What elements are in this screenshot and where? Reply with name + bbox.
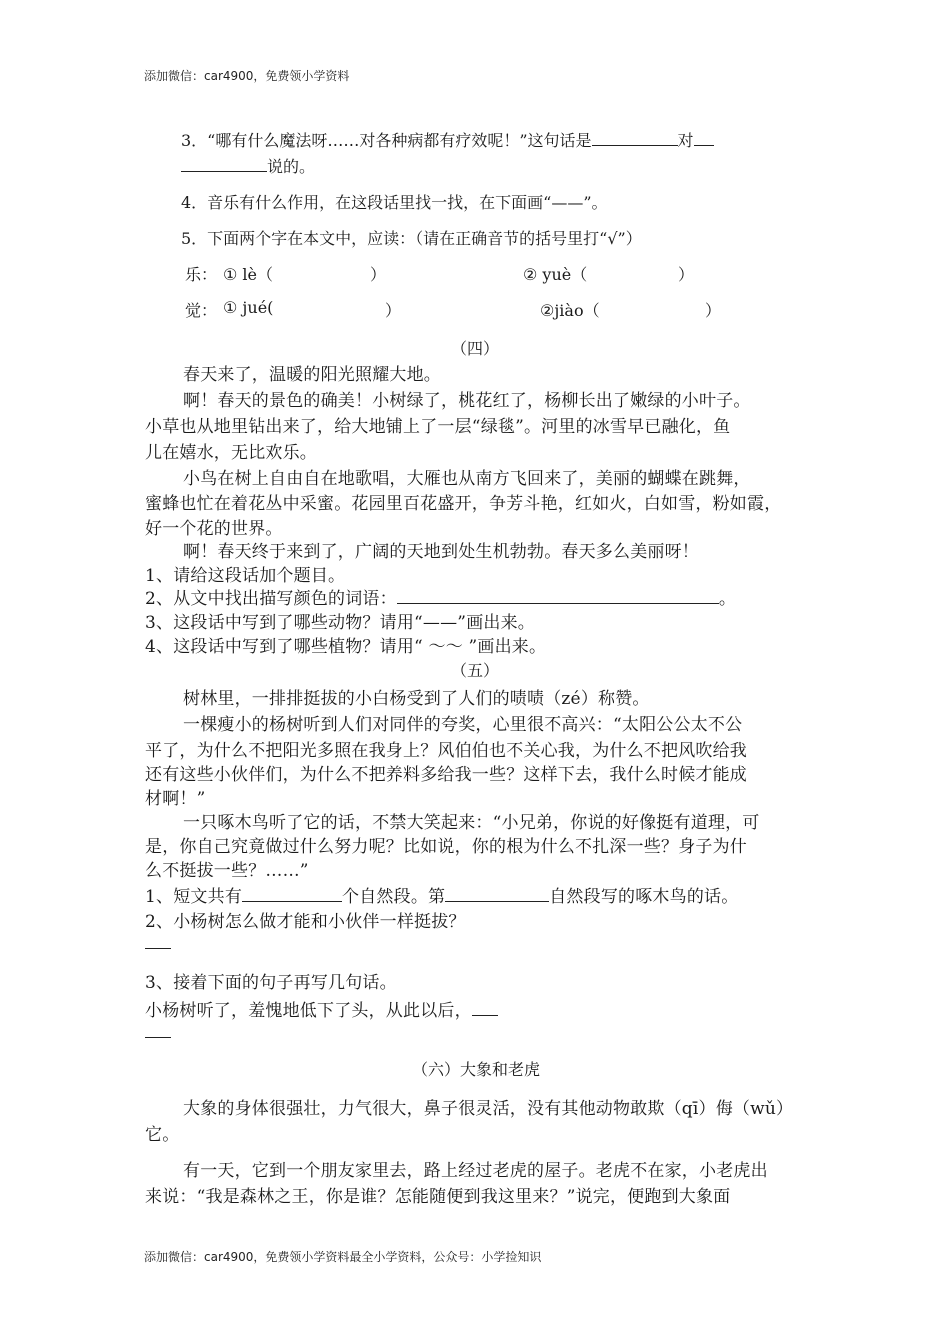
paragraph-line: 是，你自己究竟做过什么努力呢？比如说，你的根为什么不扎深一些？身子为什	[145, 837, 747, 857]
question-1-a: 1、短文共有	[145, 887, 243, 907]
answer-blank[interactable]	[472, 1001, 498, 1016]
paragraph-line: 蜜蜂也忙在着花丛中采蜜。花园里百花盛开，争芳斗艳，红如火，白如雪，粉如霞，	[145, 494, 782, 514]
paragraph: 春天来了，温暖的阳光照耀大地。	[183, 365, 441, 385]
paragraph-line: 小草也从地里钻出来了，给大地铺上了一层“绿毯”。河里的冰雪早已融化，鱼	[145, 417, 731, 437]
pinyin-le-opt1: ① lè（	[223, 265, 274, 284]
answer-blank[interactable]	[181, 157, 267, 172]
question-2-end: 。	[718, 589, 737, 609]
section-title-5: （五）	[450, 661, 499, 680]
paragraph-line: 么不挺拔一些？……”	[145, 861, 309, 881]
pinyin-le-char: 乐：	[185, 265, 218, 284]
paragraph-line: 儿在嬉水，无比欢乐。	[145, 443, 317, 463]
answer-blank[interactable]	[445, 887, 549, 902]
question-1: 1、请给这段话加个题目。	[145, 566, 346, 586]
pinyin-jue-close2[interactable]: ）	[705, 301, 722, 320]
answer-blank[interactable]	[694, 131, 714, 146]
paragraph-line: 好一个花的世界。	[145, 519, 283, 539]
question-3: 3、接着下面的句子再写几句话。	[145, 973, 397, 993]
paragraph-line: 一棵瘦小的杨树听到人们对同伴的夸奖，心里很不高兴：“太阳公公太不公	[183, 715, 743, 735]
section-title-6: （六）大象和老虎	[412, 1060, 541, 1079]
paragraph-line: 材啊！”	[145, 789, 206, 809]
question-2: 2、小杨树怎么做才能和小伙伴一样挺拔？	[145, 912, 466, 932]
page-header: 添加微信：car4900，免费领小学资料	[144, 69, 350, 83]
section-title-4: （四）	[450, 339, 499, 358]
paragraph-line: 大象的身体很强壮，力气很大，鼻子很灵活，没有其他动物敢欺（qī）侮（wǔ）	[183, 1099, 794, 1119]
answer-blank[interactable]	[397, 589, 719, 604]
question-3-prompt	[145, 996, 498, 1021]
question-4: 4、这段话中写到了哪些植物？请用“ ～～ ”画出来。	[145, 637, 547, 657]
answer-blank[interactable]	[592, 131, 678, 146]
question-3-to: 对	[677, 131, 694, 150]
question-1-c: 自然段写的啄木鸟的话。	[549, 887, 739, 907]
pinyin-jue-opt1: ① jué(	[223, 298, 274, 317]
paragraph-line: 一只啄木鸟听了它的话，不禁大笑起来：“小兄弟，你说的好像挺有道理，可	[183, 813, 760, 833]
paragraph-line: 它。	[145, 1125, 180, 1145]
paragraph-line: 啊！春天的景色的确美！小树绿了，桃花红了，杨柳长出了嫩绿的小叶子。	[183, 391, 751, 411]
answer-line[interactable]	[145, 948, 171, 949]
answer-blank[interactable]	[242, 887, 342, 902]
question-4: 4．音乐有什么作用，在这段话里找一找，在下面画“——”。	[181, 193, 608, 212]
question-3-sentence: 小杨树听了，羞愧地低下了头，从此以后，	[145, 1001, 472, 1021]
question-3-cont	[181, 154, 315, 177]
pinyin-le-close2[interactable]: ）	[678, 265, 695, 284]
pinyin-jue-close1[interactable]: ）	[385, 301, 402, 320]
question-3-end: 说的。	[267, 157, 316, 176]
pinyin-jue-opt2: ②jiào（	[540, 301, 600, 320]
paragraph-line: 平了，为什么不把阳光多照在我身上？风伯伯也不关心我，为什么不把风吹给我	[145, 741, 747, 761]
question-3	[181, 128, 714, 151]
paragraph-line: 还有这些小伙伴们，为什么不把养料多给我一些？这样下去，我什么时候才能成	[145, 765, 747, 785]
page-footer: 添加微信：car4900，免费领小学资料最全小学资料，公众号：小学捡知识	[144, 1250, 542, 1264]
paragraph: 啊！春天终于来到了，广阔的天地到处生机勃勃。春天多么美丽呀！	[183, 542, 699, 562]
answer-line[interactable]	[145, 1037, 171, 1038]
question-2-text: 2、从文中找出描写颜色的词语：	[145, 589, 397, 609]
paragraph-line: 小鸟在树上自由自在地歌唱，大雁也从南方飞回来了，美丽的蝴蝶在跳舞，	[183, 469, 751, 489]
pinyin-le-close1[interactable]: ）	[370, 265, 387, 284]
question-2	[145, 584, 736, 609]
paragraph-line: 有一天，它到一个朋友家里去，路上经过老虎的屋子。老虎不在家，小老虎出	[183, 1161, 768, 1181]
question-1-b: 个自然段。第	[342, 887, 446, 907]
question-3-text: 3．“哪有什么魔法呀……对各种病都有疗效呢！”这句话是	[181, 131, 592, 150]
pinyin-le-opt2: ② yuè（	[523, 265, 588, 284]
paragraph-line: 来说：“我是森林之王，你是谁？怎能随便到我这里来？”说完，便跑到大象面	[145, 1187, 731, 1207]
paragraph: 树林里，一排排挺拔的小白杨受到了人们的啧啧（zé）称赞。	[183, 689, 650, 709]
question-5: 5．下面两个字在本文中，应读：（请在正确音节的括号里打“√”）	[181, 229, 642, 248]
pinyin-jue-char: 觉：	[185, 301, 218, 320]
question-3: 3、这段话中写到了哪些动物？请用“——”画出来。	[145, 613, 535, 633]
question-1	[145, 882, 738, 907]
